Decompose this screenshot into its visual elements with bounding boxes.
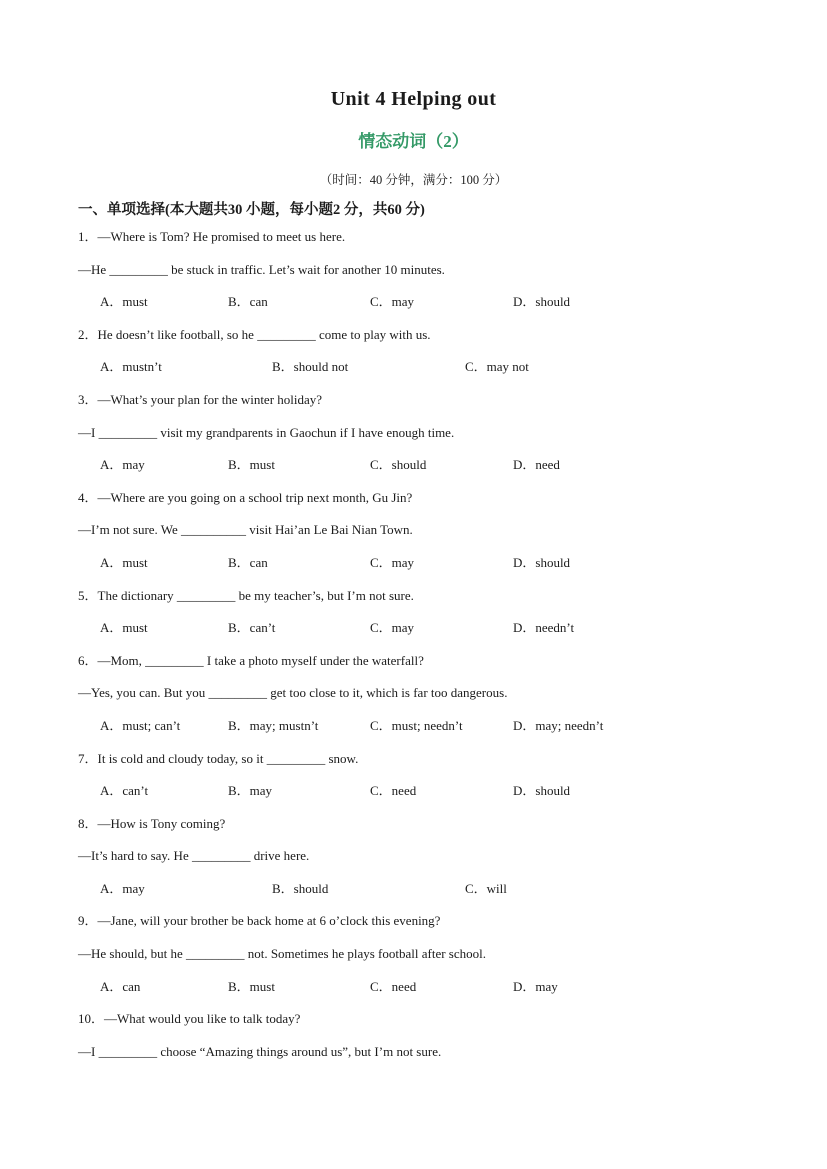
question-line: 2．He doesn’t like football, so he _________ come to play with us. [78,326,431,342]
option: C．need [370,783,417,799]
option: B．can [228,554,268,570]
option: D．should [513,783,571,799]
question-line: 4．—Where are you going on a school trip next month, Gu Jin? [78,489,413,505]
question-line: —I _________ visit my grandparents in Gaochun if I have enough time. [78,424,455,440]
option: C．may [370,294,415,310]
option: D．should [513,294,571,310]
question-line: —I _________ choose “Amazing things around us”, but I’m not sure. [78,1043,442,1059]
option: C．should [370,457,427,473]
question-line: 7．It is cold and cloudy today, so it _________ snow. [78,750,359,766]
option: A．mustn’t [100,359,162,375]
option: A．must [100,554,148,570]
question-line: —Yes, you can. But you _________ get too close to it, which is far too dangerous. [78,685,508,701]
question-line: —He _________ be stuck in traffic. Let’s wait for another 10 minutes. [78,261,445,277]
option: D．may [513,978,558,994]
question-line: 10．—What would you like to talk today? [78,1011,301,1027]
option: C．need [370,978,417,994]
option: A．may [100,880,145,896]
section-heading: 一、单项选择(本大题共30 小题，每小题2 分，共60 分) [78,202,425,218]
option: B．may [228,783,273,799]
option: C．may [370,620,415,636]
question-line: 5．The dictionary _________ be my teacher’s, but I’m not sure. [78,587,414,603]
option: C．may not [465,359,529,375]
options-row [78,873,777,906]
option: B．must [228,978,275,994]
options-row [78,351,777,384]
page-subtitle: 情态动词（2） [358,132,469,151]
option: D．should [513,554,571,570]
option: B．can [228,294,268,310]
options-row [78,775,777,808]
options-row [78,710,777,743]
option: C．must; needn’t [370,717,463,733]
option: A．must; can’t [100,717,181,733]
option: A．must [100,620,148,636]
option: D．may; needn’t [513,717,604,733]
question-line: 1．—Where is Tom? He promised to meet us here. [78,229,346,244]
question-line: 6．—Mom, _________ I take a photo myself under the waterfall? [78,652,424,668]
option: B．can’t [228,620,276,636]
option: A．must [100,294,148,310]
option: B．should [272,880,329,896]
option: A．can’t [100,783,149,799]
question-line: 3．—What’s your plan for the winter holiday? [78,391,323,407]
options-row [78,547,777,580]
question-line: 8．—How is Tony coming? [78,815,226,831]
option: A．can [100,978,141,994]
question-line: —I’m not sure. We __________ visit Hai’an Le Bai Nian Town. [78,522,413,538]
option: A．may [100,457,145,473]
option: D．need [513,457,560,473]
page-title: Unit 4 Helping out [330,88,497,110]
options-row [78,449,777,482]
option: B．must [228,457,275,473]
options-row [78,286,777,319]
option: C．will [465,880,507,896]
questions [0,221,827,1068]
time-score-line: （时间：40 分钟，满分：100 分） [319,173,508,187]
question-line: 9．—Jane, will your brother be back home at 6 o’clock this evening? [78,913,441,929]
question-line: —He should, but he _________ not. Sometimes he plays football after school. [78,946,486,962]
question-line: —It’s hard to say. He _________ drive here. [78,848,310,864]
options-row [78,612,777,645]
option: C．may [370,554,415,570]
option: B．should not [272,359,349,375]
option: D．needn’t [513,620,575,636]
options-row [78,971,777,1004]
option: B．may; mustn’t [228,717,319,733]
